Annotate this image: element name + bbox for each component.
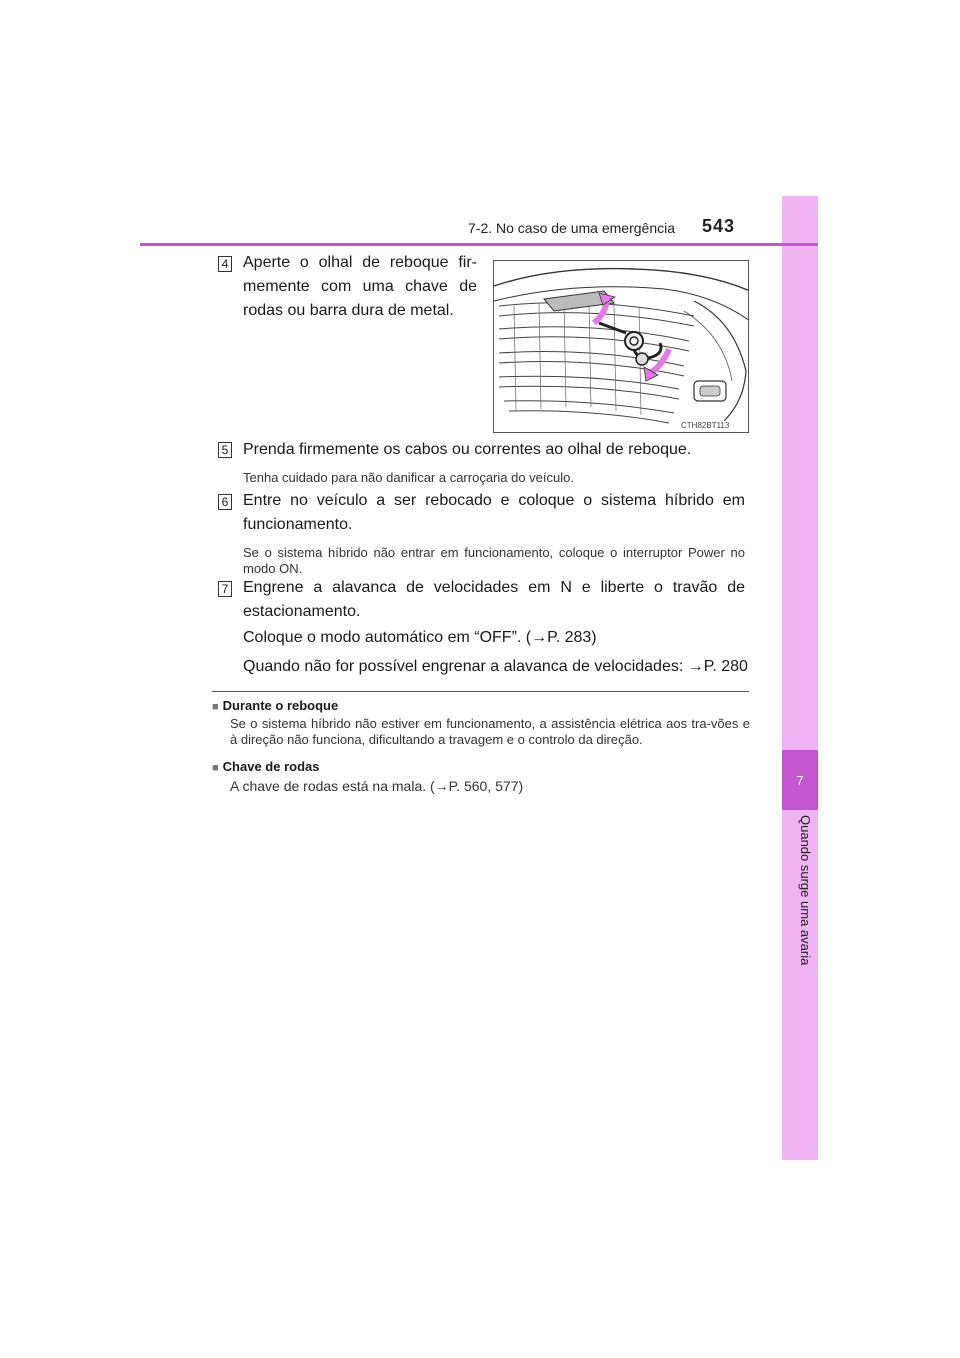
- figure-code: CTH82BT113: [681, 421, 730, 430]
- step-7-gear-note: Quando não for possível engrenar a alavanca de velocidades: →P. 280: [243, 658, 748, 675]
- bumper-grille-drawing: [494, 261, 749, 433]
- step-7-text: Engrene a alavanca de velocidades em N e liberte o travão de estacionamento.: [243, 579, 745, 620]
- square-bullet-icon: ■: [212, 762, 219, 774]
- page-number: 543: [702, 216, 736, 236]
- note-towing-text: Se o sistema híbrido não estiver em funcionamento, a assistência elétrica aos tra-vões e à direção não funciona, dificultando a travagem e o controlo da direção.: [230, 716, 750, 747]
- section-title: 7-2. No caso de uma emergência: [468, 220, 675, 236]
- step-number-6: 6: [218, 494, 232, 510]
- step-6-text: Entre no veículo a ser rebocado e coloque o sistema híbrido em funcionamento.: [243, 492, 745, 533]
- step-5-text: Prenda firmemente os cabos ou correntes ao olhal de reboque.: [243, 441, 692, 458]
- step-5-note: Tenha cuidado para não danificar a carroçaria do veículo.: [243, 470, 574, 485]
- notes-divider: [212, 691, 749, 692]
- step-number-4: 4: [218, 256, 232, 272]
- step-6-note: Se o sistema híbrido não entrar em funcionamento, coloque o interruptor Power no modo ON.: [243, 545, 745, 576]
- step-4-line-3: rodas ou barra dura de metal.: [243, 302, 454, 319]
- note-wheel-wrench-text: A chave de rodas está na mala. (→P. 560, 577): [230, 778, 524, 794]
- step-4-line-1: Aperte o olhal de reboque fir-: [243, 254, 477, 271]
- chapter-title: Quando surge uma avaria: [798, 815, 813, 966]
- tow-eyelet-illustration: [493, 260, 749, 433]
- step-4-line-2: memente com uma chave de: [243, 278, 477, 295]
- header-rule: [140, 243, 818, 246]
- step-number-7: 7: [218, 581, 232, 597]
- note-towing-title: ■ Durante o reboque: [212, 698, 339, 713]
- note-wheel-wrench-title: ■ Chave de rodas: [212, 759, 320, 774]
- step-4-text: [243, 251, 477, 323]
- chapter-number-tab: 7: [782, 750, 818, 810]
- step-number-5: 5: [218, 442, 232, 458]
- step-7-auto-mode: Coloque o modo automático em “OFF”. (→P. 283): [243, 629, 597, 646]
- chapter-side-tab: [782, 196, 818, 1160]
- square-bullet-icon: ■: [212, 701, 219, 713]
